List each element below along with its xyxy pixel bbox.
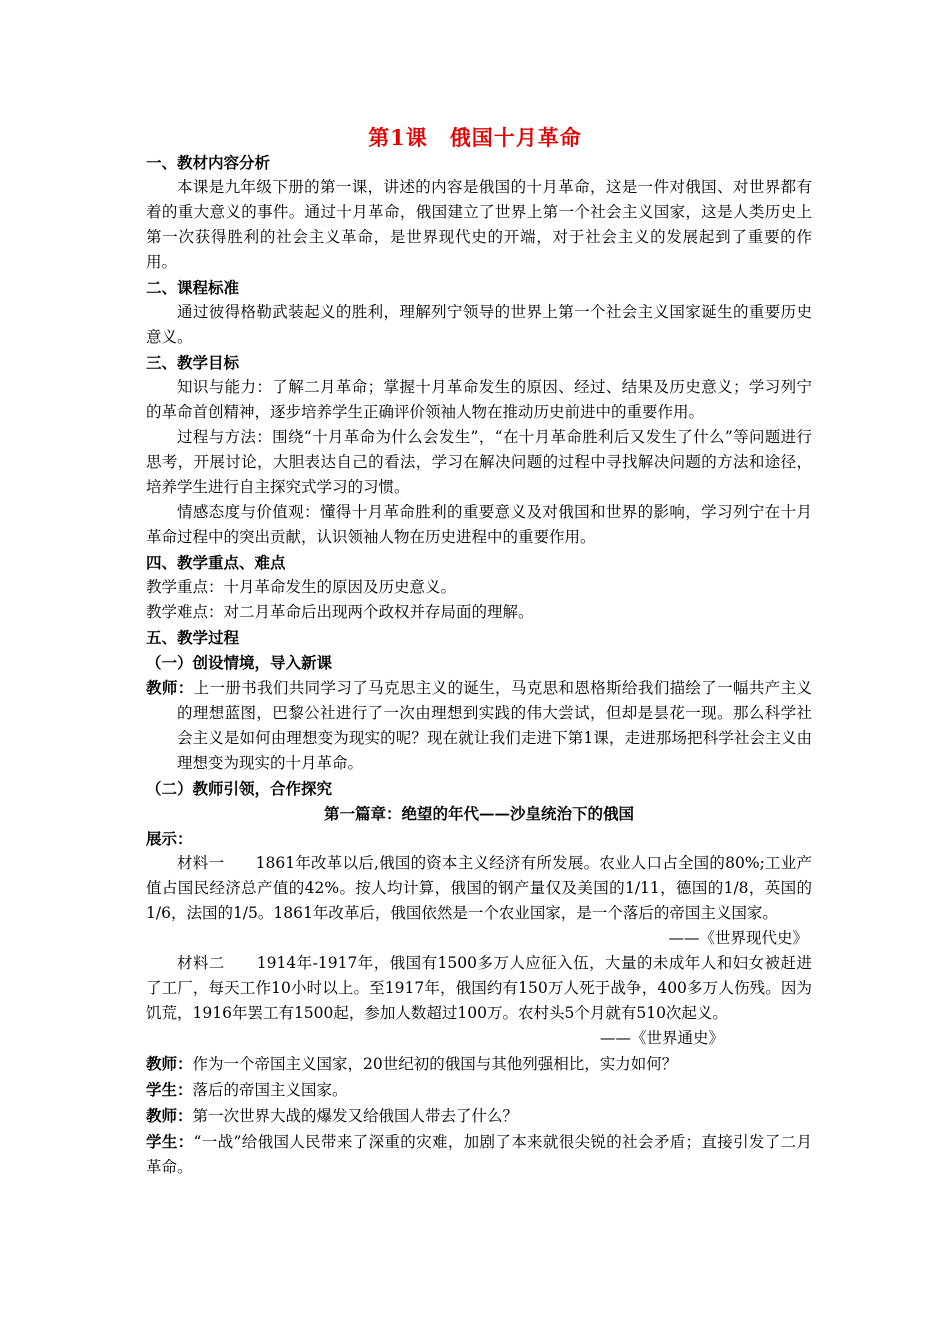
subsection-heading-intro: （一）创设情境，导入新课	[146, 653, 333, 672]
goal-process-paragraph: 过程与方法：围绕“十月革命为什么会发生”，“在十月革命胜利后又发生了什么”等问题进行思考，开展讨论，大胆表达自己的看法，学习在解决问题的过程中寻找解决问题的方法和途径，培养学生进行自主探究式学习的习惯。	[146, 428, 812, 496]
goal-emotion-paragraph: 情感态度与价值观：懂得十月革命胜利的重要意义及对俄国和世界的影响，学习列宁在十月革命过程中的突出贡献，认识领袖人物在历史进程中的重要作用。	[146, 503, 812, 546]
teacher-label: 教师：	[146, 1106, 193, 1125]
teacher-intro-text: 上一册书我们共同学习了马克思主义的诞生，马克思和恩格斯给我们描绘了一幅共产主义的理想蓝图，巴黎公社进行了一次由理想到实践的伟大尝试，但却是昙花一现。那么科学社会主义是如何由理想变为现实的呢？现在就让我们走进下第1课，走进那场把科学社会主义由理想变为现实的十月革命。	[177, 679, 812, 772]
question-1-text: 作为一个帝国主义国家，20世纪初的俄国与其他列强相比，实力如何？	[192, 1055, 678, 1073]
analysis-paragraph: 本课是九年级下册的第一课，讲述的内容是俄国的十月革命，这是一件对俄国、对世界都有着的重大意义的事件。通过十月革命，俄国建立了世界上第一个社会主义国家，这是人类历史上第一次获得胜利的社会主义革命，是世界现代史的开端，对于社会主义的发展起到了重要的作用。	[146, 178, 812, 271]
section-heading-goals: 三、教学目标	[146, 353, 240, 372]
section-heading-analysis: 一、教材内容分析	[146, 153, 271, 172]
student-label: 学生：	[146, 1080, 193, 1099]
student-label: 学生：	[146, 1132, 194, 1151]
standard-paragraph: 通过彼得格勒武装起义的胜利，理解列宁领导的世界上第一个社会主义国家诞生的重要历史意义。	[146, 303, 812, 346]
material-one-source: ——《世界现代史》	[668, 929, 808, 947]
student-answer-2	[146, 1129, 812, 1180]
lesson-title: 第1课 俄国十月革命	[368, 125, 582, 150]
teacher-label: 教师：	[146, 1054, 193, 1073]
section-heading-process: 五、教学过程	[146, 628, 240, 647]
teacher-question-1	[146, 1051, 812, 1077]
section-heading-standard: 二、课程标准	[146, 278, 240, 297]
chapter-heading: 第一篇章：绝望的年代——沙皇统治下的俄国	[323, 804, 634, 823]
key-point-line: 教学重点：十月革命发生的原因及历史意义。	[146, 578, 457, 596]
material-two-paragraph: 材料二 1914年-1917年，俄国有1500多万人应征入伍，大量的未成年人和妇女被赶进了工厂，每天工作10小时以上。至1917年，俄国约有150万人死于战争，400多万人伤残。因为饥荒，1916年罢工有1500起，参加人数超过100万。农村头5个月就有510次起义。	[146, 954, 812, 1022]
difficult-point-line: 教学难点：对二月革命后出现两个政权并存局面的理解。	[146, 603, 534, 621]
material-two-source: ——《世界通史》	[599, 1029, 724, 1047]
teacher-label: 教师：	[146, 678, 194, 697]
answer-2-text: “一战”给俄国人民带来了深重的灾难，加剧了本来就很尖锐的社会矛盾；直接引发了二月革命。	[146, 1133, 812, 1176]
material-one-paragraph: 材料一 1861年改革以后,俄国的资本主义经济有所发展。农业人口占全国的80%;工业产值占国民经济总产值的42%。按人均计算，俄国的钢产量仅及美国的1/11，德国的1/8，英国的1/6，法国的1/5。1861年改革后，俄国依然是一个农业国家，是一个落后的帝国主义国家。	[146, 854, 812, 922]
teacher-intro-paragraph	[146, 675, 812, 776]
show-label: 展示：	[146, 829, 193, 848]
section-heading-key-points: 四、教学重点、难点	[146, 553, 286, 572]
student-answer-1	[146, 1077, 812, 1103]
answer-1-text: 落后的帝国主义国家。	[192, 1081, 348, 1099]
goal-knowledge-paragraph: 知识与能力：了解二月革命；掌握十月革命发生的原因、经过、结果及历史意义；学习列宁的革命首创精神，逐步培养学生正确评价领袖人物在推动历史前进中的重要作用。	[146, 378, 812, 421]
teacher-question-2	[146, 1103, 812, 1129]
question-2-text: 第一次世界大战的爆发又给俄国人带去了什么？	[192, 1107, 519, 1125]
subsection-heading-explore: （二）教师引领，合作探究	[146, 779, 333, 798]
document-body	[146, 150, 812, 1180]
